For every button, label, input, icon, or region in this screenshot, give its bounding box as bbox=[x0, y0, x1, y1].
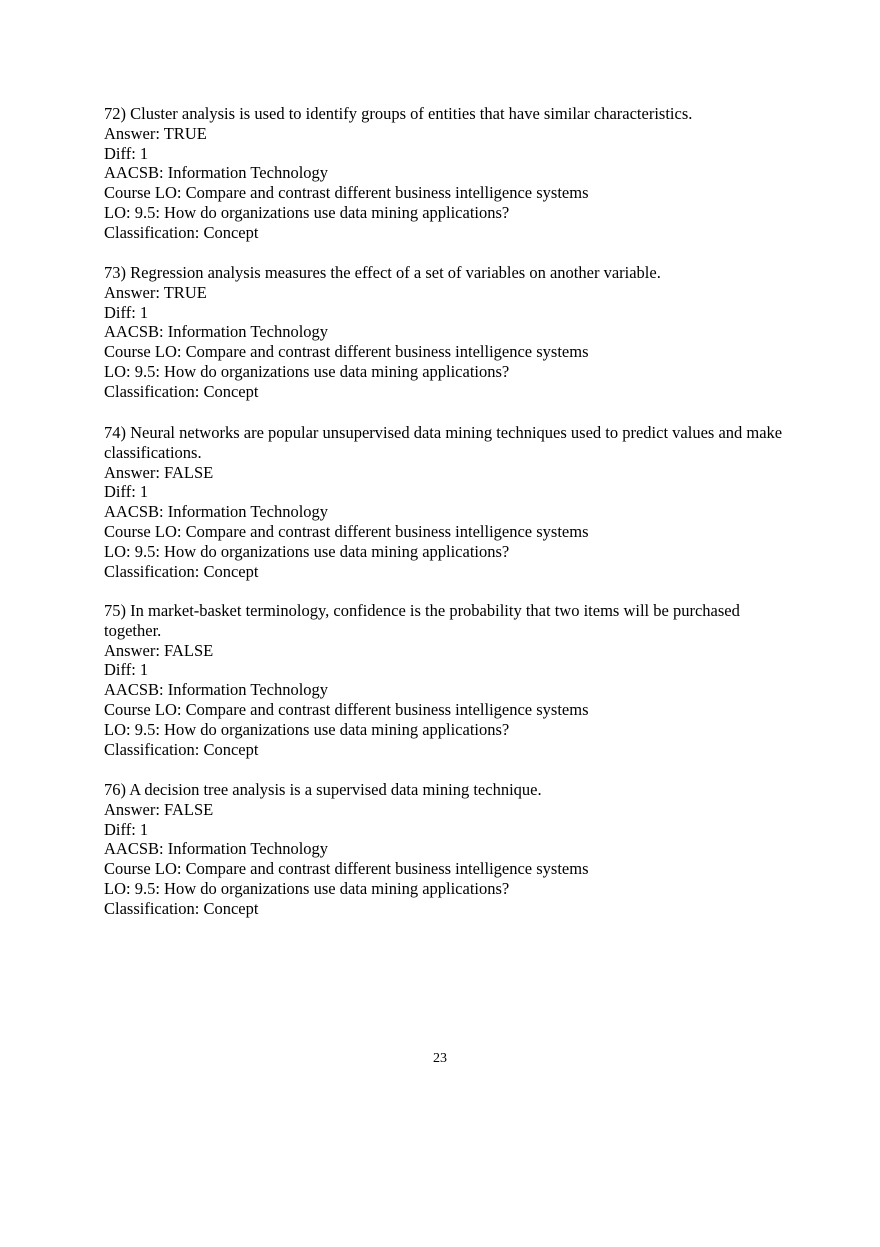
answer-line: Answer: TRUE bbox=[104, 123, 207, 143]
classification-line: Classification: Concept bbox=[104, 898, 259, 918]
question-block-75 bbox=[104, 601, 784, 759]
question-text: 76) A decision tree analysis is a supervised data mining technique. bbox=[104, 780, 542, 799]
lo-line: LO: 9.5: How do organizations use data mining applications? bbox=[104, 361, 510, 381]
question-text: 72) Cluster analysis is used to identify groups of entities that have similar characteristics. bbox=[104, 104, 693, 123]
classification-line: Classification: Concept bbox=[104, 561, 259, 581]
course-lo-line: Course LO: Compare and contrast different business intelligence systems bbox=[104, 521, 589, 541]
difficulty-line: Diff: 1 bbox=[104, 660, 149, 680]
difficulty-line: Diff: 1 bbox=[104, 482, 149, 502]
classification-line: Classification: Concept bbox=[104, 381, 259, 401]
lo-line: LO: 9.5: How do organizations use data mining applications? bbox=[104, 719, 510, 739]
question-block-73 bbox=[104, 263, 784, 402]
page-number: 23 bbox=[433, 1051, 447, 1066]
classification-line: Classification: Concept bbox=[104, 222, 259, 242]
answer-line: Answer: TRUE bbox=[104, 282, 207, 302]
difficulty-line: Diff: 1 bbox=[104, 143, 149, 163]
question-block-74 bbox=[104, 423, 784, 581]
question-text: 74) Neural networks are popular unsupervised data mining techniques used to predict values and make classifications. bbox=[104, 423, 783, 462]
question-block-76 bbox=[104, 780, 784, 919]
answer-line: Answer: FALSE bbox=[104, 640, 214, 660]
difficulty-line: Diff: 1 bbox=[104, 819, 149, 839]
answer-line: Answer: FALSE bbox=[104, 462, 214, 482]
aacsb-line: AACSB: Information Technology bbox=[104, 680, 329, 700]
aacsb-line: AACSB: Information Technology bbox=[104, 502, 329, 522]
lo-line: LO: 9.5: How do organizations use data mining applications? bbox=[104, 202, 510, 222]
question-text: 75) In market-basket terminology, confidence is the probability that two items will be purchased together. bbox=[104, 601, 740, 640]
difficulty-line: Diff: 1 bbox=[104, 302, 149, 322]
lo-line: LO: 9.5: How do organizations use data mining applications? bbox=[104, 878, 510, 898]
question-block-72 bbox=[104, 104, 784, 243]
aacsb-line: AACSB: Information Technology bbox=[104, 839, 329, 859]
classification-line: Classification: Concept bbox=[104, 739, 259, 759]
course-lo-line: Course LO: Compare and contrast different business intelligence systems bbox=[104, 859, 589, 879]
aacsb-line: AACSB: Information Technology bbox=[104, 163, 329, 183]
course-lo-line: Course LO: Compare and contrast different business intelligence systems bbox=[104, 342, 589, 362]
aacsb-line: AACSB: Information Technology bbox=[104, 322, 329, 342]
question-text: 73) Regression analysis measures the effect of a set of variables on another variable. bbox=[104, 263, 661, 282]
course-lo-line: Course LO: Compare and contrast different business intelligence systems bbox=[104, 183, 589, 203]
lo-line: LO: 9.5: How do organizations use data mining applications? bbox=[104, 541, 510, 561]
answer-line: Answer: FALSE bbox=[104, 799, 214, 819]
course-lo-line: Course LO: Compare and contrast different business intelligence systems bbox=[104, 699, 589, 719]
